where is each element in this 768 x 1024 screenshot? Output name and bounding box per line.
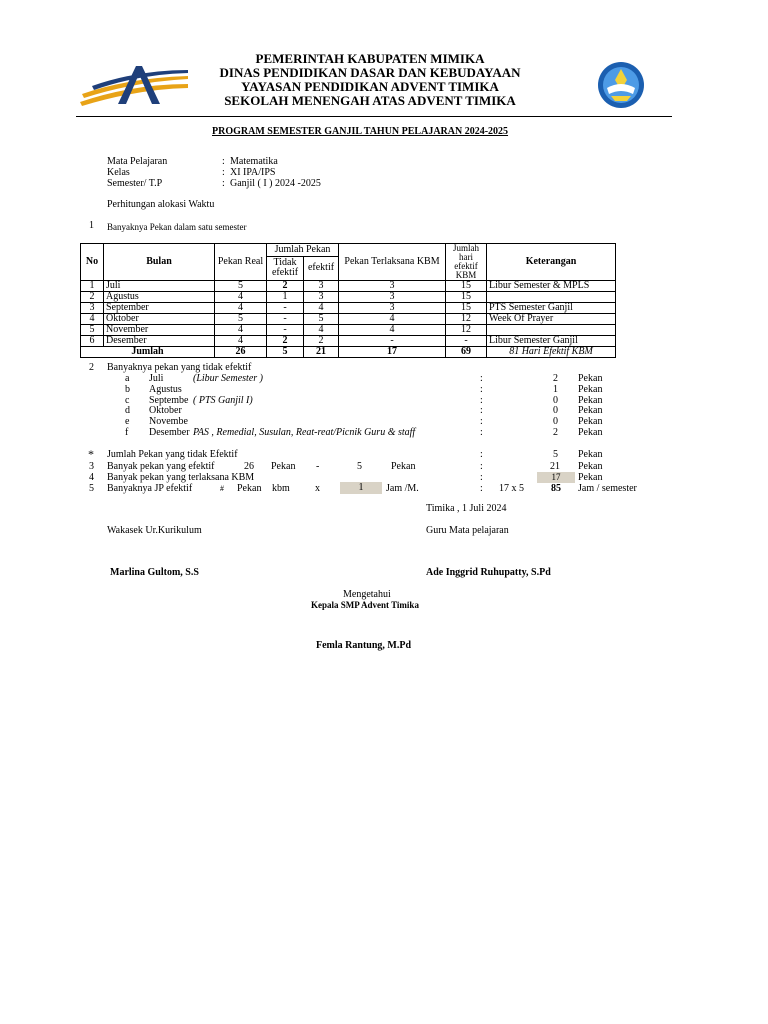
section-1-text: Banyaknya Pekan dalam satu semester [107, 222, 247, 232]
summary-colon: : [480, 449, 483, 460]
summary-unit: Pekan [578, 472, 603, 483]
cell-terlaksana: 4 [339, 314, 446, 325]
summary-colon: : [480, 483, 483, 494]
cell-real: 5 [215, 281, 267, 292]
summary-text: Banyak pekan yang terlaksana KBM [107, 472, 255, 483]
item-unit: Pekan [578, 427, 603, 438]
summary-text: Banyaknya JP efektif [107, 483, 193, 494]
table-row [81, 303, 616, 314]
summary-colon: : [480, 472, 483, 483]
item-colon: : [480, 416, 483, 427]
cell-tidak: 1 [267, 292, 304, 303]
cell-ket [487, 292, 616, 303]
cell-hari: 15 [446, 292, 487, 303]
item-unit: Pekan [578, 416, 603, 427]
cell-terlaksana: 3 [339, 303, 446, 314]
cell-no: 6 [81, 336, 104, 347]
info-colon: : [222, 156, 225, 167]
summary-a: # [220, 484, 224, 493]
cell-tidak: - [267, 314, 304, 325]
item-note: ( PTS Ganjil I) [193, 395, 253, 406]
summary-a-unit: Pekan [237, 483, 262, 494]
cell-total-real: 26 [215, 347, 267, 358]
cell-bulan: November [104, 325, 215, 336]
left-signer-name: Marlina Gultom, S.S [110, 567, 199, 578]
info-label-class: Kelas [107, 167, 130, 178]
th-bulan: Bulan [104, 244, 215, 281]
item-unit: Pekan [578, 384, 603, 395]
cell-total-tidak: 5 [267, 347, 304, 358]
info-label-semester: Semester/ T.P [107, 178, 163, 189]
summary-text: Jumlah Pekan yang tidak Efektif [107, 449, 238, 460]
cell-bulan: Juli [104, 281, 215, 292]
item-unit: Pekan [578, 373, 603, 384]
info-value-class: XI IPA/IPS [230, 167, 276, 178]
table-row [81, 314, 616, 325]
item-value: 0 [553, 395, 558, 406]
header-divider [76, 116, 672, 117]
cell-total-ket: 81 Hari Efektif KBM [487, 347, 616, 358]
header-line-4: SEKOLAH MENENGAH ATAS ADVENT TIMIKA [224, 93, 516, 108]
summary-unit: Jam / semester [578, 483, 637, 494]
cell-hari: 12 [446, 314, 487, 325]
summary-calc: 17 x 5 [499, 483, 524, 494]
table-total-row [81, 347, 616, 358]
section-1-number: 1 [89, 220, 94, 231]
summary-text: Banyak pekan yang efektif [107, 461, 215, 472]
item-colon: : [480, 384, 483, 395]
th-jumlah-pekan: Jumlah Pekan [267, 244, 339, 257]
cell-ket: Week Of Prayer [487, 314, 616, 325]
table-row [81, 281, 616, 292]
cell-efektif: 5 [304, 314, 339, 325]
summary-b-unit: Pekan [391, 461, 416, 472]
item-month: Septembe [149, 395, 189, 406]
cell-real: 4 [215, 325, 267, 336]
info-value-subject: Matematika [230, 156, 278, 167]
item-value: 0 [553, 416, 558, 427]
item-note: (Libur Semester ) [193, 373, 263, 384]
header-line-1: PEMERINTAH KABUPATEN MIMIKA [255, 51, 485, 66]
cell-efektif: 4 [304, 303, 339, 314]
document-title: PROGRAM SEMESTER GANJIL TAHUN PELAJARAN 2024-2025 [212, 126, 509, 137]
table-row [81, 292, 616, 303]
left-signer-role: Wakasek Ur.Kurikulum [107, 525, 202, 536]
cell-efektif: 3 [304, 281, 339, 292]
item-letter: a [125, 373, 130, 384]
cell-total-terlaksana: 17 [339, 347, 446, 358]
summary-a-unit: Pekan [271, 461, 296, 472]
cell-no: 2 [81, 292, 104, 303]
summary-b-highlight: 1 [340, 482, 382, 494]
summary-b-unit: Jam /M. [386, 483, 419, 494]
cell-tidak: 2 [267, 281, 304, 292]
table-row [81, 325, 616, 336]
cell-hari: 12 [446, 325, 487, 336]
th-no: No [81, 244, 104, 281]
place-date: Timika , 1 Juli 2024 [426, 503, 507, 514]
head-name: Femla Rantung, M.Pd [316, 640, 411, 651]
summary-star: * [88, 447, 94, 461]
cell-bulan: Desember [104, 336, 215, 347]
cell-efektif: 2 [304, 336, 339, 347]
item-month: Juli [149, 373, 164, 384]
alokasi-title: Perhitungan alokasi Waktu [107, 199, 215, 210]
cell-terlaksana: 3 [339, 292, 446, 303]
info-label-subject: Mata Pelajaran [107, 156, 168, 167]
cell-tidak: - [267, 303, 304, 314]
cell-ket [487, 325, 616, 336]
cell-no: 5 [81, 325, 104, 336]
cell-bulan: September [104, 303, 215, 314]
cell-hari: 15 [446, 303, 487, 314]
summary-value: 21 [550, 461, 560, 472]
item-letter: d [125, 405, 130, 416]
th-tidak-efektif: Tidak efektif [267, 256, 304, 280]
item-colon: : [480, 405, 483, 416]
cell-total-hari: 69 [446, 347, 487, 358]
cell-efektif: 3 [304, 292, 339, 303]
item-note: PAS , Remedial, Susulan, Reat-reat/Picnik Guru & staff [193, 427, 416, 438]
th-efektif: efektif [304, 256, 339, 280]
item-value: 0 [553, 405, 558, 416]
item-month: Oktober [149, 405, 182, 416]
cell-no: 4 [81, 314, 104, 325]
cell-bulan: Agustus [104, 292, 215, 303]
summary-kbm: kbm [272, 483, 290, 494]
item-letter: f [125, 427, 129, 438]
header-line-3: YAYASAN PENDIDIKAN ADVENT TIMIKA [241, 79, 499, 94]
summary-value-highlight: 17 [537, 472, 575, 483]
item-month: Novembe [149, 416, 188, 427]
right-signer-role: Guru Mata pelajaran [426, 525, 509, 536]
summary-num: 4 [89, 472, 94, 483]
semester-table [80, 243, 616, 358]
item-colon: : [480, 395, 483, 406]
info-colon: : [222, 178, 225, 189]
info-colon: : [222, 167, 225, 178]
th-terlaksana: Pekan Terlaksana KBM [339, 244, 446, 281]
summary-num: 5 [89, 483, 94, 494]
mengetahui-label: Mengetahui [343, 589, 391, 600]
section-2-number: 2 [89, 362, 94, 373]
cell-real: 4 [215, 336, 267, 347]
cell-hari: 15 [446, 281, 487, 292]
summary-unit: Pekan [578, 449, 603, 460]
summary-value: 85 [551, 483, 561, 494]
summary-value: 5 [553, 449, 558, 460]
tut-wuri-handayani-logo [597, 60, 645, 110]
cell-ket: Libur Semester Ganjil [487, 336, 616, 347]
cell-terlaksana: - [339, 336, 446, 347]
cell-hari: - [446, 336, 487, 347]
cell-no: 3 [81, 303, 104, 314]
summary-unit: Pekan [578, 461, 603, 472]
cell-real: 4 [215, 303, 267, 314]
th-keterangan: Keterangan [487, 244, 616, 281]
item-unit: Pekan [578, 395, 603, 406]
item-colon: : [480, 427, 483, 438]
cell-ket: Libur Semester & MPLS [487, 281, 616, 292]
item-letter: c [125, 395, 130, 406]
summary-colon: : [480, 461, 483, 472]
item-letter: b [125, 384, 130, 395]
summary-op: x [315, 483, 320, 494]
summary-b: 5 [357, 461, 362, 472]
header-line-2: DINAS PENDIDIKAN DASAR DAN KEBUDAYAAN [219, 65, 521, 80]
cell-real: 4 [215, 292, 267, 303]
th-hari-efektif: Jumlah hari efektif KBM [446, 244, 487, 281]
cell-bulan: Oktober [104, 314, 215, 325]
cell-terlaksana: 4 [339, 325, 446, 336]
summary-num: 3 [89, 461, 94, 472]
item-letter: e [125, 416, 130, 427]
cell-no: 1 [81, 281, 104, 292]
item-value: 1 [553, 384, 558, 395]
info-value-semester: Ganjil ( I ) 2024 -2025 [230, 178, 321, 189]
cell-total-efektif: 21 [304, 347, 339, 358]
item-value: 2 [553, 373, 558, 384]
cell-ket: PTS Semester Ganjil [487, 303, 616, 314]
summary-a: 26 [244, 461, 254, 472]
cell-tidak: - [267, 325, 304, 336]
item-value: 2 [553, 427, 558, 438]
summary-op: - [316, 461, 320, 472]
cell-total-label: Jumlah [81, 347, 215, 358]
item-month: Agustus [149, 384, 182, 395]
cell-tidak: 2 [267, 336, 304, 347]
cell-terlaksana: 3 [339, 281, 446, 292]
item-colon: : [480, 373, 483, 384]
item-unit: Pekan [578, 405, 603, 416]
cell-real: 5 [215, 314, 267, 325]
section-2-text: Banyaknya pekan yang tidak efektif [107, 362, 252, 373]
item-month: Desember [149, 427, 190, 438]
table-row [81, 336, 616, 347]
cell-efektif: 4 [304, 325, 339, 336]
right-signer-name: Ade Inggrid Ruhupatty, S.Pd [426, 567, 551, 578]
th-pekan-real: Pekan Real [215, 244, 267, 281]
head-role: Kepala SMP Advent Timika [311, 600, 419, 610]
